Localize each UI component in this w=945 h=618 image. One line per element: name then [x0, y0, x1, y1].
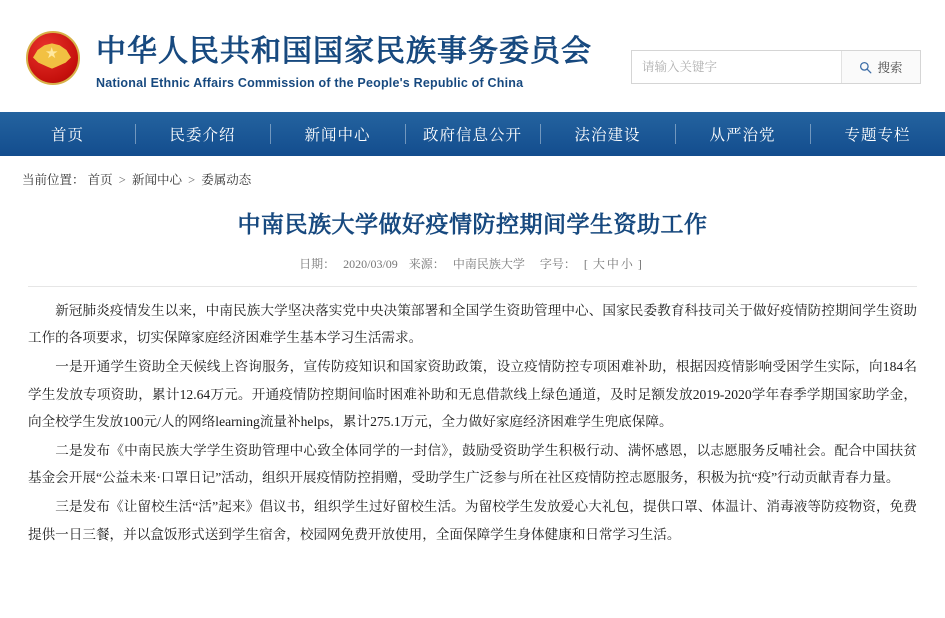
nav-item-special-columns[interactable]: 专题专栏 [810, 112, 945, 156]
article-title: 中南民族大学做好疫情防控期间学生资助工作 [237, 212, 708, 237]
nav-item-about[interactable]: 民委介绍 [135, 112, 270, 156]
breadcrumb-item-news[interactable]: 新闻中心 [131, 173, 182, 187]
breadcrumb-separator: > [188, 173, 196, 187]
search-button[interactable] [841, 51, 920, 83]
site-title-en: National Ethnic Affairs Commission of the People's Republic of China [96, 76, 524, 90]
nav-item-news[interactable]: 新闻中心 [270, 112, 405, 156]
search-box[interactable] [631, 50, 921, 84]
nav-item-party[interactable]: 从严治党 [675, 112, 810, 156]
article-paragraph: 三是发布《让留校生活“活”起来》倡议书，组织学生过好留校生活。为留校学生发放爱心大礼包，提供口罩、体温计、消毒液等防疫物资，免费提供一日三餐，并以盒饭形式送到学生宿舍，校园网免费开放使用，全面保障学生身体健康和日常学习生活。 [28, 499, 917, 542]
meta-fontsize-label: 字号： [539, 257, 576, 271]
site-titles [96, 26, 631, 90]
fontsize-large-button[interactable]: 大 [592, 257, 605, 271]
fontsize-small-button[interactable]: 小 [620, 257, 633, 271]
breadcrumb [0, 156, 945, 198]
article-paragraph: 新冠肺炎疫情发生以来，中南民族大学坚决落实党中央决策部署和全国学生资助管理中心、国家民委教育科技司关于做好疫情防控期间学生资助工作的各项要求，切实保障家庭经济困难学生基本学习生活需求。 [28, 303, 917, 346]
breadcrumb-label: 当前位置： [22, 173, 85, 187]
fontsize-medium-button[interactable]: 中 [606, 257, 619, 271]
fontsize-bracket-close: ] [637, 257, 642, 271]
font-size-control [536, 257, 646, 271]
breadcrumb-item-current[interactable]: 委属动态 [201, 173, 252, 187]
meta-source: 中南民族大学 [452, 257, 525, 271]
breadcrumb-item-home[interactable]: 首页 [87, 173, 113, 187]
article-paragraph: 一是开通学生资助全天候线上咨询服务，宣传防疫知识和国家资助政策，设立疫情防控专项困难补助，根据因疫情影响受困学生实际，向184名学生发放专项资助，累计12.64万元。开通疫情防控期间临时困难补助和无息借款线上绿色通道，及时足额发放2019-2020学年春季学期国家助学金，向全校学生发放100元/人的网络learning流量补helps，累计275.1万元，全力做好家庭经济困难学生兜底保障。 [28, 359, 917, 429]
search-input[interactable] [632, 51, 841, 83]
nav-item-home[interactable]: 首页 [50, 127, 84, 144]
nav-item-rule-of-law[interactable]: 法治建设 [540, 112, 675, 156]
article [0, 206, 945, 548]
article-body [28, 297, 917, 548]
article-paragraph: 二是发布《中南民族大学学生资助管理中心致全体同学的一封信》，鼓励受资助学生积极行动、满怀感恩，以志愿服务反哺社会。配合中国扶贫基金会开展“公益未来·口罩日记”活动，组织开展疫情防控捐赠，受助学生广泛参与所在社区疫情防控志愿服务，积极为抗“疫”行动贡献青春力量。 [28, 442, 917, 486]
meta-date-label: 日期： [299, 257, 336, 271]
meta-source-label: 来源： [408, 257, 445, 271]
article-divider [28, 286, 917, 287]
search-button-label: 搜索 [877, 61, 903, 75]
main-nav [0, 112, 945, 156]
fontsize-bracket-open: [ [583, 257, 588, 271]
search-icon [859, 61, 872, 74]
article-meta [28, 255, 917, 272]
site-header [0, 0, 945, 112]
national-emblem-icon: ★ [24, 29, 82, 87]
meta-date: 2020/03/09 [343, 257, 398, 271]
nav-item-gov-info[interactable]: 政府信息公开 [405, 112, 540, 156]
breadcrumb-separator: > [118, 173, 126, 187]
site-title-cn: 中华人民共和国国家民族事务委员会 [96, 35, 592, 68]
